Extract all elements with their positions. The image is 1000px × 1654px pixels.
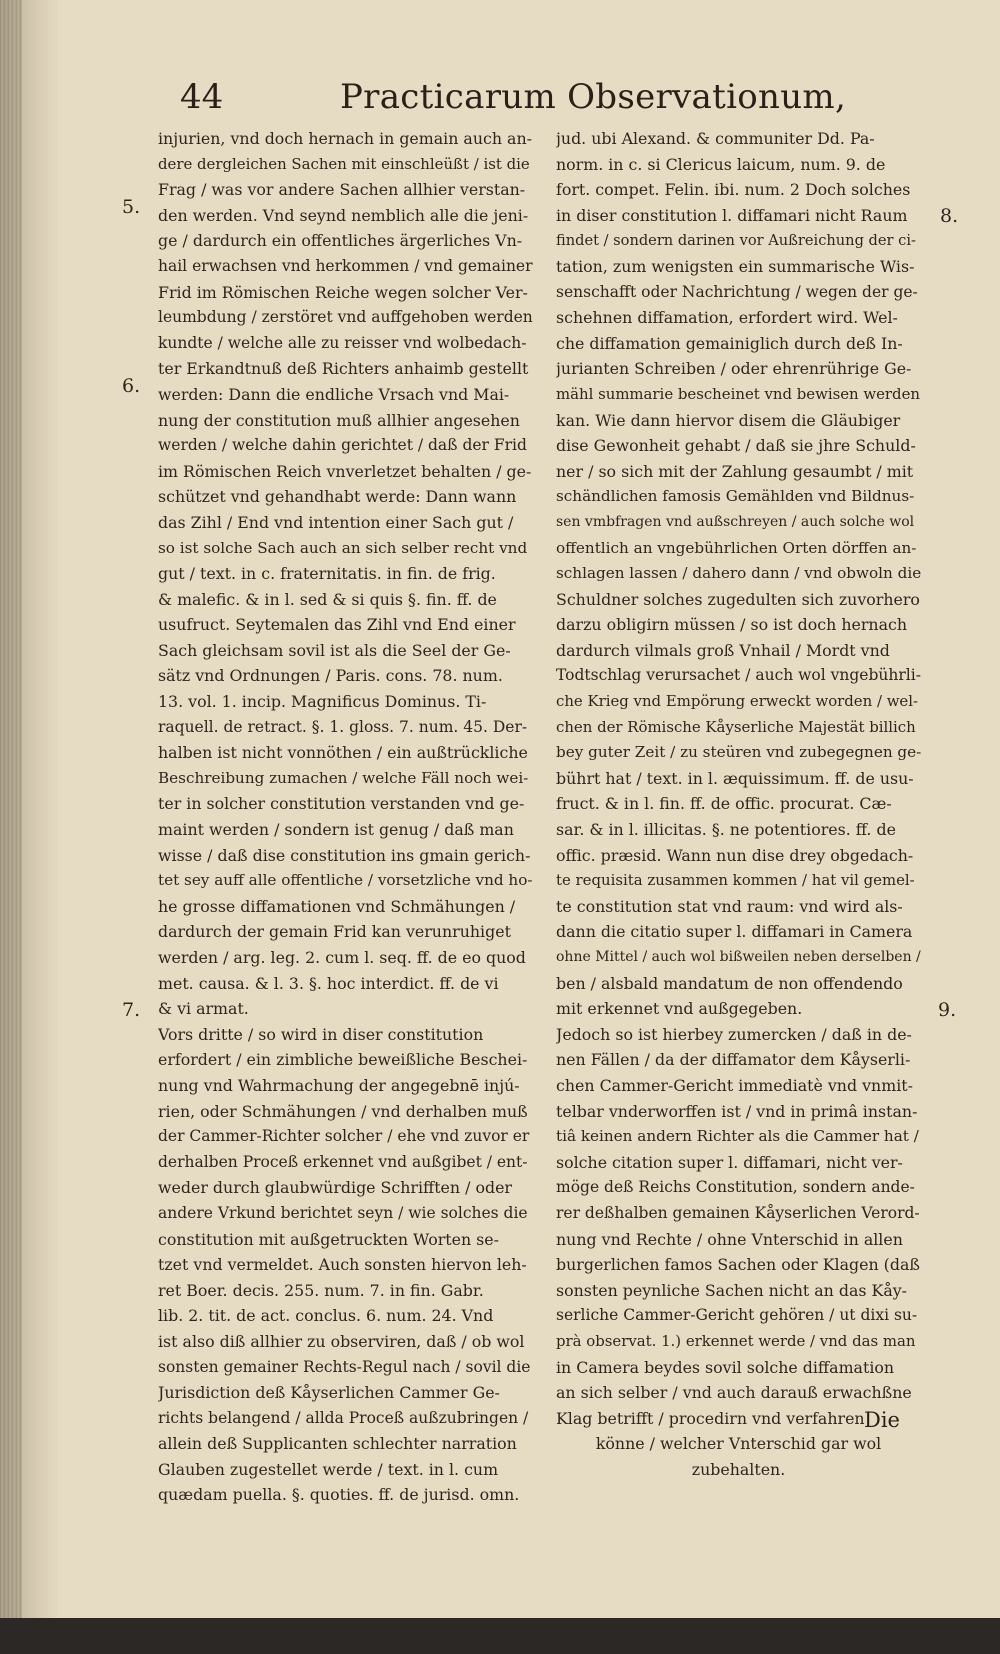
text-line: raquell. de retract. §. 1. gloss. 7. num. 45. Der- bbox=[158, 717, 528, 736]
text-line: schändlichen famosis Gemählden vnd Bildnus- bbox=[556, 487, 915, 506]
page-edges bbox=[0, 0, 22, 1654]
text-line: mit erkennet vnd außgegeben. bbox=[556, 999, 803, 1019]
text-line: schlagen lassen / dahero dann / vnd obwoln die bbox=[556, 564, 921, 583]
text-line: Schuldner solches zugedulten sich zuvorhero bbox=[556, 589, 920, 609]
text-line: chen der Römische Kåyserliche Majestät billich bbox=[556, 717, 916, 736]
right-column bbox=[556, 126, 921, 1482]
text-line: telbar vnderworffen ist / vnd in primâ instan- bbox=[556, 1101, 918, 1121]
text-line: Frid im Römischen Reiche wegen solcher Ver- bbox=[158, 282, 528, 302]
text-line: bührt hat / text. in l. æquissimum. ff. de usu- bbox=[556, 768, 914, 788]
margin-number-8: 8. bbox=[940, 205, 959, 227]
text-line: sen vmbfragen vnd außschreyen / auch solche wol bbox=[556, 513, 915, 530]
text-line: ner / so sich mit der Zahlung gesaumbt / mit bbox=[556, 461, 914, 481]
margin-number-9: 9. bbox=[938, 999, 957, 1021]
text-line: kan. Wie dann hiervor disem die Gläubiger bbox=[556, 410, 901, 430]
text-line: dere dergleichen Sachen mit einschleüßt / ist die bbox=[158, 154, 530, 173]
running-title: Practicarum Observationum, bbox=[340, 77, 847, 117]
text-line: den werden. Vnd seynd nemblich alle die jeni- bbox=[158, 205, 529, 225]
catchword: Die bbox=[864, 1408, 900, 1432]
text-line: burgerlichen famos Sachen oder Klagen (daß bbox=[556, 1255, 920, 1275]
text-line: in Camera beydes sovil solche diffamation bbox=[556, 1357, 895, 1377]
text-line: sonsten peynliche Sachen nicht an das Kåy- bbox=[556, 1280, 908, 1300]
left-column bbox=[158, 126, 533, 1508]
text-line: schehnen diffamation, erfordert wird. Wel- bbox=[556, 308, 898, 328]
text-line: halben ist nicht vonnöthen / ein außtrückliche bbox=[158, 743, 528, 763]
text-line: maint werden / sondern ist genug / daß man bbox=[158, 820, 514, 840]
text-line: usufruct. Seytemalen das Zihl vnd End einer bbox=[158, 615, 516, 635]
text-line: tzet vnd vermeldet. Auch sonsten hiervon leh- bbox=[158, 1255, 527, 1275]
text-line: tet sey auff alle offentliche / vorsetzliche vnd ho- bbox=[158, 871, 533, 890]
text-line: zubehalten. bbox=[691, 1459, 786, 1479]
text-line: nung vnd Rechte / ohne Vnterschid in allen bbox=[556, 1229, 903, 1249]
text-line: ist also diß allhier zu observiren, daß / ob wol bbox=[158, 1331, 525, 1351]
text-line: werden: Dann die endliche Vrsach vnd Mai- bbox=[158, 384, 510, 404]
text-line: dardurch vilmals groß Vnhail / Mordt vnd bbox=[556, 640, 890, 660]
text-line: & vi armat. bbox=[158, 999, 249, 1019]
text-line: quædam puella. §. quoties. ff. de jurisd. omn. bbox=[158, 1485, 520, 1505]
text-line: Glauben zugestellet werde / text. in l. cum bbox=[158, 1459, 499, 1479]
text-line: richts belangend / allda Proceß außzubringen / bbox=[158, 1408, 529, 1427]
text-line: Klag betrifft / procedirn vnd verfahren bbox=[556, 1408, 865, 1428]
text-line: der Cammer-Richter solcher / ehe vnd zuvor er bbox=[158, 1127, 530, 1146]
text-line: leumbdung / zerstöret vnd auffgehoben werden bbox=[158, 308, 533, 327]
text-line: findet / sondern darinen vor Außreichung der ci- bbox=[556, 232, 916, 250]
text-line: fruct. & in l. fin. ff. de offic. procurat. Cæ- bbox=[556, 794, 892, 814]
text-line: kundte / welche alle zu reisser vnd wolbedach- bbox=[158, 333, 527, 352]
text-line: rien, oder Schmähungen / vnd derhalben muß bbox=[158, 1101, 528, 1121]
text-line: Jurisdiction deß Kåyserlichen Cammer Ge- bbox=[158, 1383, 500, 1403]
page-number: 44 bbox=[180, 77, 224, 117]
text-line: che Krieg vnd Empörung erweckt worden / wel- bbox=[556, 692, 919, 711]
text-line: Frag / was vor andere Sachen allhier verstan- bbox=[158, 180, 526, 200]
text-line: könne / welcher Vnterschid gar wol bbox=[595, 1434, 882, 1454]
text-line: te constitution stat vnd raum: vnd wird als- bbox=[556, 896, 903, 916]
text-line: wisse / daß dise constitution ins gmain gerich- bbox=[158, 845, 531, 865]
text-line: allein deß Supplicanten schlechter narration bbox=[158, 1434, 517, 1454]
text-line: jud. ubi Alexand. & communiter Dd. Pa- bbox=[556, 129, 875, 148]
margin-number-5: 5. bbox=[122, 196, 141, 218]
text-line: andere Vrkund berichtet seyn / wie solches die bbox=[158, 1203, 528, 1222]
text-line: dise Gewonheit gehabt / daß sie jhre Schuld- bbox=[556, 436, 916, 456]
text-line: lib. 2. tit. de act. conclus. 6. num. 24. Vnd bbox=[158, 1306, 494, 1326]
text-line: serliche Cammer-Gericht gehören / ut dixi su- bbox=[556, 1306, 918, 1325]
text-line: fort. compet. Felin. ibi. num. 2 Doch solches bbox=[556, 180, 911, 200]
text-line: 13. vol. 1. incip. Magnificus Dominus. Ti- bbox=[158, 692, 487, 712]
text-line: in diser constitution l. diffamari nicht Raum bbox=[556, 205, 908, 225]
margin-number-7: 7. bbox=[122, 999, 141, 1021]
text-line: te requisita zusammen kommen / hat vil gemel- bbox=[556, 871, 915, 890]
text-line: ter Erkandtnuß deß Richters anhaimb gestellt bbox=[158, 359, 529, 379]
text-line: werden / welche dahin gerichtet / daß der Frid bbox=[158, 436, 527, 455]
text-line: sätz vnd Ordnungen / Paris. cons. 78. num. bbox=[158, 666, 503, 686]
text-line: Sach gleichsam sovil ist als die Seel der Ge- bbox=[158, 640, 511, 660]
text-line: ge / dardurch ein offentliches ärgerliches Vn- bbox=[158, 231, 523, 251]
text-line: Jedoch so ist hierbey zumercken / daß in de- bbox=[556, 1024, 912, 1044]
text-line: constitution mit außgetruckten Worten se- bbox=[158, 1229, 499, 1249]
text-line: norm. in c. si Clericus laicum, num. 9. de bbox=[556, 154, 886, 174]
text-line: & malefic. & in l. sed & si quis §. fin. ff. de bbox=[158, 589, 497, 609]
text-line: che diffamation gemainiglich durch deß In- bbox=[556, 333, 903, 353]
text-line: nung der constitution muß allhier angesehen bbox=[158, 410, 520, 430]
text-line: bey guter Zeit / zu steüren vnd zubegegnen ge- bbox=[556, 743, 921, 762]
text-line: Todtschlag verursachet / auch wol vngebührli- bbox=[556, 666, 921, 685]
text-line: sar. & in l. illicitas. §. ne potentiores. ff. de bbox=[556, 820, 896, 840]
text-line: ret Boer. decis. 255. num. 7. in fin. Gabr. bbox=[158, 1280, 484, 1300]
text-line: im Römischen Reich vnverletzet behalten / ge- bbox=[158, 461, 532, 481]
text-line: Vors dritte / so wird in diser constitution bbox=[158, 1024, 484, 1044]
text-line: nen Fällen / da der diffamator dem Kåyserli- bbox=[556, 1050, 911, 1070]
text-line: werden / arg. leg. 2. cum l. seq. ff. de eo quod bbox=[158, 948, 526, 967]
scan-background bbox=[0, 1618, 1000, 1654]
text-line: he grosse diffamationen vnd Schmähungen / bbox=[158, 896, 516, 916]
text-line: prà observat. 1.) erkennet werde / vnd das man bbox=[556, 1331, 916, 1350]
text-line: so ist solche Sach auch an sich selber recht vnd bbox=[158, 538, 528, 557]
margin-number-6: 6. bbox=[122, 375, 141, 397]
text-line: ohne Mittel / auch wol bißweilen neben derselben / bbox=[556, 949, 921, 965]
text-line: mähl summarie bescheinet vnd bewisen werden bbox=[556, 384, 920, 403]
page-header bbox=[0, 0, 1000, 120]
text-line: senschafft oder Nachrichtung / wegen der ge- bbox=[556, 282, 918, 301]
text-line: jurianten Schreiben / oder ehrenrührige Ge- bbox=[556, 359, 912, 379]
text-line: chen Cammer-Gericht immediatè vnd vnmit- bbox=[556, 1075, 913, 1095]
text-line: met. causa. & l. 3. §. hoc interdict. ff. de vi bbox=[158, 973, 499, 993]
text-line: darzu obligirn müssen / so ist doch hernach bbox=[556, 615, 908, 635]
text-line: rer deßhalben gemainen Kåyserlichen Verord- bbox=[556, 1203, 920, 1222]
text-line: das Zihl / End vnd intention einer Sach gut / bbox=[158, 512, 514, 532]
text-line: offentlich an vngebührlichen Orten dörffen an- bbox=[556, 538, 917, 557]
text-line: tiâ keinen andern Richter als die Cammer hat / bbox=[556, 1127, 919, 1146]
text-line: möge deß Reichs Constitution, sondern ande- bbox=[556, 1178, 915, 1197]
text-line: derhalben Proceß erkennet vnd außgibet / ent- bbox=[158, 1152, 528, 1171]
text-line: tation, zum wenigsten ein summarische Wis- bbox=[556, 256, 915, 276]
text-line: nung vnd Wahrmachung der angegebnē injú- bbox=[158, 1075, 520, 1095]
text-line: gut / text. in c. fraternitatis. in fin. de frig. bbox=[158, 564, 496, 584]
text-line: schützet vnd gehandhabt werde: Dann wann bbox=[158, 487, 517, 507]
text-line: ter in solcher constitution verstanden vnd ge- bbox=[158, 794, 525, 814]
text-line: hail erwachsen vnd herkommen / vnd gemainer bbox=[158, 256, 533, 275]
text-line: Beschreibung zumachen / welche Fäll noch wei- bbox=[158, 768, 529, 787]
text-line: dardurch der gemain Frid kan verunruhiget bbox=[158, 922, 511, 942]
text-line: injurien, vnd doch hernach in gemain auch an- bbox=[158, 129, 532, 148]
text-line: solche citation super l. diffamari, nicht ver- bbox=[556, 1152, 903, 1172]
text-line: weder durch glaubwürdige Schrifften / oder bbox=[158, 1178, 512, 1198]
text-line: offic. præsid. Wann nun dise drey obgedach- bbox=[556, 845, 914, 865]
text-line: ben / alsbald mandatum de non offendendo bbox=[556, 973, 903, 993]
text-line: sonsten gemainer Rechts-Regul nach / sovil die bbox=[158, 1357, 531, 1376]
text-line: erfordert / ein zimbliche beweißliche Beschei- bbox=[158, 1050, 528, 1070]
text-line: dann die citatio super l. diffamari in Camera bbox=[556, 922, 913, 942]
text-line: an sich selber / vnd auch darauß erwachßne bbox=[556, 1383, 912, 1403]
